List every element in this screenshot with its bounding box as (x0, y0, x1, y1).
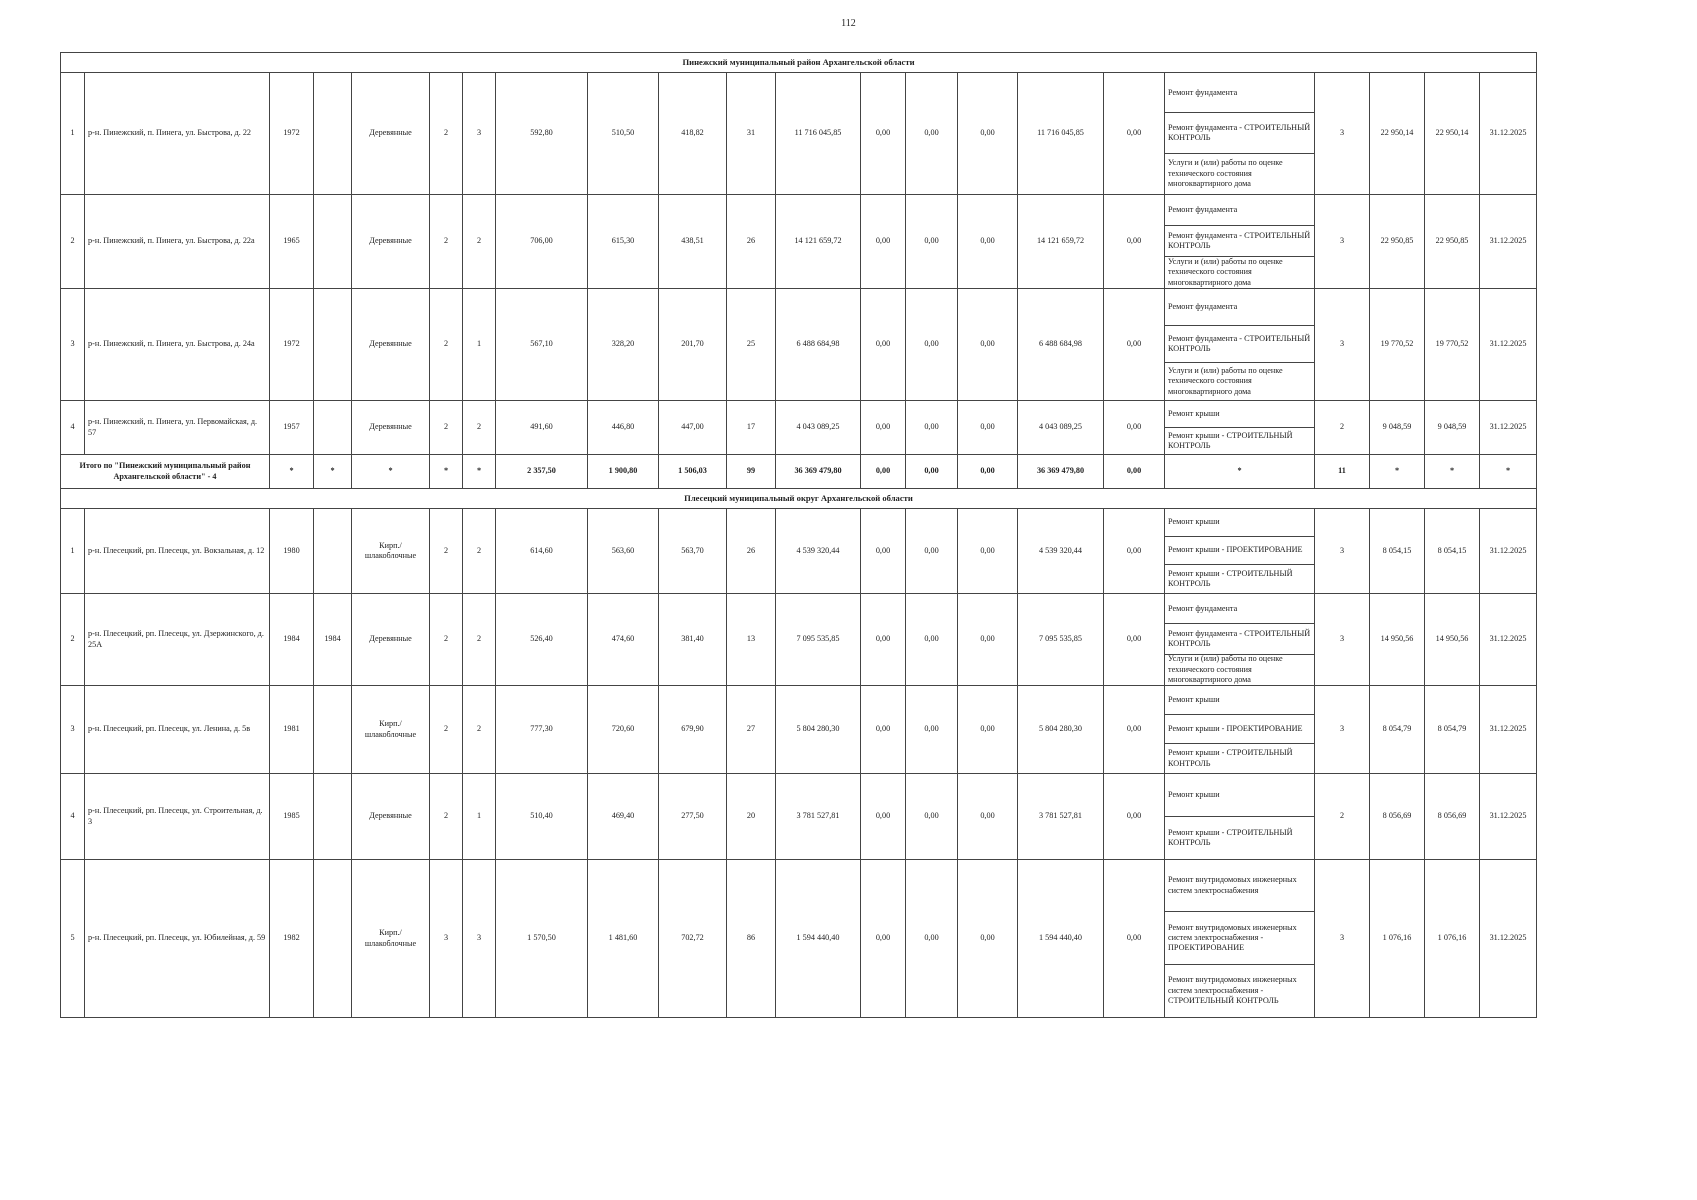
year-built-cell: 1972 (270, 289, 314, 401)
total-area-cell: 592,80 (496, 73, 588, 195)
residents-cell: 26 (727, 195, 776, 289)
unit-cost-cell: 19 770,52 (1370, 289, 1425, 401)
wall-material-cell: Деревянные (352, 401, 430, 455)
owners-funds-cell: 4 539 320,44 (1018, 509, 1104, 594)
deadline-cell: 31.12.2025 (1480, 289, 1537, 401)
work-item: Ремонт крыши - СТРОИТЕЛЬНЫЙ КОНТРОЛЬ (1168, 430, 1293, 450)
work-item: Ремонт крыши - ПРОЕКТИРОВАНИЕ (1165, 715, 1314, 744)
work-item: Услуги и (или) работы по оценке технического состояния многоквартирного дома (1168, 654, 1283, 684)
total-area-cell: 706,00 (496, 195, 588, 289)
year-repair-cell (314, 73, 352, 195)
works-list-cell (1165, 509, 1315, 594)
other-funds-cell: 0,00 (1104, 774, 1165, 860)
regional-funds-cell: 0,00 (906, 73, 958, 195)
residential-area-cell: 447,00 (659, 401, 727, 455)
table-row (61, 774, 1537, 860)
work-item: Ремонт фундамента - СТРОИТЕЛЬНЫЙ КОНТРОЛЬ (1165, 226, 1314, 257)
work-item: Ремонт фундамента (1165, 195, 1314, 226)
work-count-cell: 2 (1315, 401, 1370, 455)
total-star: * (430, 455, 463, 489)
other-funds-cell: 0,00 (1104, 509, 1165, 594)
max-cost-cell: 1 076,16 (1425, 860, 1480, 1018)
unit-cost-cell: 14 950,56 (1370, 594, 1425, 686)
total-star: * (314, 455, 352, 489)
residential-area-cell: 277,50 (659, 774, 727, 860)
work-item: Ремонт фундамента (1165, 289, 1314, 326)
municipal-funds-cell: 0,00 (958, 195, 1018, 289)
year-built-cell: 1972 (270, 73, 314, 195)
table-row (61, 509, 1537, 594)
total-area-cell: 1 570,50 (496, 860, 588, 1018)
federal-funds-cell: 0,00 (861, 401, 906, 455)
year-built-cell: 1980 (270, 509, 314, 594)
work-item: Ремонт крыши - СТРОИТЕЛЬНЫЙ КОНТРОЛЬ (1168, 748, 1293, 768)
table-row (61, 289, 1537, 401)
unit-cost-cell: 1 076,16 (1370, 860, 1425, 1018)
work-item: Услуги и (или) работы по оценке технического состояния многоквартирного дома (1168, 158, 1283, 188)
residents-cell: 25 (727, 289, 776, 401)
work-count-cell: 3 (1315, 594, 1370, 686)
work-count-cell: 3 (1315, 860, 1370, 1018)
regional-funds-cell: 0,00 (906, 195, 958, 289)
section-header-row (61, 53, 1537, 73)
municipal-funds-cell: 0,00 (958, 401, 1018, 455)
work-count-cell: 3 (1315, 195, 1370, 289)
work-count-cell: 3 (1315, 686, 1370, 774)
residential-area-cell: 381,40 (659, 594, 727, 686)
work-item: Ремонт крыши - ПРОЕКТИРОВАНИЕ (1165, 537, 1314, 565)
owners-funds-cell: 4 043 089,25 (1018, 401, 1104, 455)
year-built-cell: 1981 (270, 686, 314, 774)
year-built-cell: 1985 (270, 774, 314, 860)
total-cost-cell: 7 095 535,85 (776, 594, 861, 686)
max-cost-cell: 9 048,59 (1425, 401, 1480, 455)
wall-material-cell: Деревянные (352, 73, 430, 195)
owners-funds-cell: 6 488 684,98 (1018, 289, 1104, 401)
regional-funds-cell: 0,00 (906, 509, 958, 594)
residential-area-cell: 418,82 (659, 73, 727, 195)
row-number: 1 (61, 73, 85, 195)
total-area-cell: 614,60 (496, 509, 588, 594)
floors-cell: 2 (430, 594, 463, 686)
entrances-cell: 2 (463, 401, 496, 455)
total-area-cell: 526,40 (496, 594, 588, 686)
entrances-cell: 2 (463, 686, 496, 774)
floors-cell: 2 (430, 686, 463, 774)
deadline-cell: 31.12.2025 (1480, 860, 1537, 1018)
section-title: Пинежский муниципальный район Архангельской области (61, 53, 1537, 73)
unit-cost-cell: 8 054,15 (1370, 509, 1425, 594)
municipal-funds-cell: 0,00 (958, 860, 1018, 1018)
entrances-cell: 2 (463, 509, 496, 594)
total-star: * (1425, 455, 1480, 489)
wall-material-cell: Кирп./ шлакоблочные (352, 509, 430, 594)
work-item: Ремонт крыши (1165, 774, 1314, 817)
max-cost-cell: 22 950,85 (1425, 195, 1480, 289)
address-cell: р-н. Плесецкий, рп. Плесецк, ул. Ленина, д. 5в (85, 686, 270, 774)
other-funds-cell: 0,00 (1104, 686, 1165, 774)
table-row (61, 860, 1537, 1018)
residential-area-cell: 438,51 (659, 195, 727, 289)
year-repair-cell (314, 195, 352, 289)
works-list-cell (1165, 195, 1315, 289)
total-fund-mun-cell: 0,00 (958, 455, 1018, 489)
living-area-cell: 563,60 (588, 509, 659, 594)
unit-cost-cell: 8 054,79 (1370, 686, 1425, 774)
total-fund-other-cell: 0,00 (1104, 455, 1165, 489)
address-cell: р-н. Плесецкий, рп. Плесецк, ул. Юбилейная, д. 59 (85, 860, 270, 1018)
regional-funds-cell: 0,00 (906, 594, 958, 686)
municipal-funds-cell: 0,00 (958, 774, 1018, 860)
work-item: Ремонт крыши - СТРОИТЕЛЬНЫЙ КОНТРОЛЬ (1168, 568, 1293, 588)
federal-funds-cell: 0,00 (861, 860, 906, 1018)
row-number: 1 (61, 509, 85, 594)
work-item: Ремонт внутридомовых инженерных систем электроснабжения - ПРОЕКТИРОВАНИЕ (1165, 912, 1314, 964)
work-item: Ремонт крыши (1165, 509, 1314, 537)
residents-cell: 20 (727, 774, 776, 860)
total-cost-cell: 4 539 320,44 (776, 509, 861, 594)
total-cost-cell: 11 716 045,85 (776, 73, 861, 195)
entrances-cell: 1 (463, 289, 496, 401)
section-title: Плесецкий муниципальный округ Архангельской области (61, 489, 1537, 509)
total-cost-cell: 4 043 089,25 (776, 401, 861, 455)
address-cell: р-н. Плесецкий, рп. Плесецк, ул. Вокзальная, д. 12 (85, 509, 270, 594)
total-row (61, 455, 1537, 489)
living-area-cell: 474,60 (588, 594, 659, 686)
max-cost-cell: 8 054,15 (1425, 509, 1480, 594)
municipal-funds-cell: 0,00 (958, 289, 1018, 401)
other-funds-cell: 0,00 (1104, 594, 1165, 686)
total-star: * (1370, 455, 1425, 489)
regional-funds-cell: 0,00 (906, 686, 958, 774)
row-number: 3 (61, 289, 85, 401)
total-cost-cell: 1 594 440,40 (776, 860, 861, 1018)
year-repair-cell (314, 686, 352, 774)
row-number: 3 (61, 686, 85, 774)
work-item: Ремонт крыши (1165, 401, 1314, 428)
residents-cell: 86 (727, 860, 776, 1018)
regional-funds-cell: 0,00 (906, 289, 958, 401)
floors-cell: 2 (430, 73, 463, 195)
residential-area-cell: 563,70 (659, 509, 727, 594)
address-cell: р-н. Плесецкий, рп. Плесецк, ул. Строительная, д. 3 (85, 774, 270, 860)
other-funds-cell: 0,00 (1104, 289, 1165, 401)
works-list-cell (1165, 860, 1315, 1018)
other-funds-cell: 0,00 (1104, 195, 1165, 289)
floors-cell: 2 (430, 401, 463, 455)
deadline-cell: 31.12.2025 (1480, 401, 1537, 455)
table-row (61, 195, 1537, 289)
residents-cell: 31 (727, 73, 776, 195)
total-cost-cell: 3 781 527,81 (776, 774, 861, 860)
other-funds-cell: 0,00 (1104, 73, 1165, 195)
living-area-cell: 469,40 (588, 774, 659, 860)
year-repair-cell (314, 509, 352, 594)
deadline-cell: 31.12.2025 (1480, 73, 1537, 195)
owners-funds-cell: 3 781 527,81 (1018, 774, 1104, 860)
entrances-cell: 2 (463, 195, 496, 289)
wall-material-cell: Кирп./ шлакоблочные (352, 860, 430, 1018)
row-number: 4 (61, 401, 85, 455)
deadline-cell: 31.12.2025 (1480, 509, 1537, 594)
living-area-cell: 446,80 (588, 401, 659, 455)
unit-cost-cell: 8 056,69 (1370, 774, 1425, 860)
max-cost-cell: 8 056,69 (1425, 774, 1480, 860)
total-star: * (1165, 455, 1315, 489)
total-cost-cell: 14 121 659,72 (776, 195, 861, 289)
total-star: * (463, 455, 496, 489)
max-cost-cell: 19 770,52 (1425, 289, 1480, 401)
repair-program-table (60, 52, 1537, 1018)
entrances-cell: 1 (463, 774, 496, 860)
total-label: Итого по "Пинежский муниципальный район Архангельской области" - 4 (61, 455, 270, 489)
max-cost-cell: 8 054,79 (1425, 686, 1480, 774)
entrances-cell: 3 (463, 860, 496, 1018)
living-area-cell: 510,50 (588, 73, 659, 195)
row-number: 2 (61, 195, 85, 289)
total-fund-owners-cell: 36 369 479,80 (1018, 455, 1104, 489)
work-item: Услуги и (или) работы по оценке технического состояния многоквартирного дома (1168, 366, 1283, 396)
other-funds-cell: 0,00 (1104, 860, 1165, 1018)
federal-funds-cell: 0,00 (861, 509, 906, 594)
year-repair-cell (314, 401, 352, 455)
living-area-cell: 1 481,60 (588, 860, 659, 1018)
work-item: Ремонт фундамента (1165, 594, 1314, 624)
total-area-cell: 491,60 (496, 401, 588, 455)
work-item: Услуги и (или) работы по оценке технического состояния многоквартирного дома (1168, 257, 1283, 287)
row-number: 2 (61, 594, 85, 686)
floors-cell: 3 (430, 860, 463, 1018)
section-header-row (61, 489, 1537, 509)
work-item: Ремонт внутридомовых инженерных систем электроснабжения - СТРОИТЕЛЬНЫЙ КОНТРОЛЬ (1168, 975, 1297, 1005)
work-count-cell: 3 (1315, 509, 1370, 594)
works-list-cell (1165, 594, 1315, 686)
total-area-total-cell: 2 357,50 (496, 455, 588, 489)
federal-funds-cell: 0,00 (861, 73, 906, 195)
works-list-cell (1165, 686, 1315, 774)
works-list-cell (1165, 401, 1315, 455)
year-repair-cell (314, 860, 352, 1018)
wall-material-cell: Деревянные (352, 195, 430, 289)
total-residents-cell: 99 (727, 455, 776, 489)
work-count-cell: 3 (1315, 289, 1370, 401)
work-count-cell: 3 (1315, 73, 1370, 195)
unit-cost-cell: 22 950,14 (1370, 73, 1425, 195)
living-area-cell: 328,20 (588, 289, 659, 401)
address-cell: р-н. Плесецкий, рп. Плесецк, ул. Дзержинского, д. 25А (85, 594, 270, 686)
total-cost-total-cell: 36 369 479,80 (776, 455, 861, 489)
floors-cell: 2 (430, 195, 463, 289)
entrances-cell: 2 (463, 594, 496, 686)
residential-area-cell: 201,70 (659, 289, 727, 401)
floors-cell: 2 (430, 774, 463, 860)
year-repair-cell: 1984 (314, 594, 352, 686)
row-number: 4 (61, 774, 85, 860)
federal-funds-cell: 0,00 (861, 594, 906, 686)
residents-cell: 27 (727, 686, 776, 774)
municipal-funds-cell: 0,00 (958, 594, 1018, 686)
total-work-count-cell: 11 (1315, 455, 1370, 489)
year-repair-cell (314, 774, 352, 860)
total-star: * (270, 455, 314, 489)
floors-cell: 2 (430, 509, 463, 594)
regional-funds-cell: 0,00 (906, 774, 958, 860)
other-funds-cell: 0,00 (1104, 401, 1165, 455)
owners-funds-cell: 5 804 280,30 (1018, 686, 1104, 774)
work-item: Ремонт фундамента - СТРОИТЕЛЬНЫЙ КОНТРОЛЬ (1165, 113, 1314, 153)
owners-funds-cell: 1 594 440,40 (1018, 860, 1104, 1018)
table-row (61, 73, 1537, 195)
works-list-cell (1165, 73, 1315, 195)
wall-material-cell: Деревянные (352, 774, 430, 860)
wall-material-cell: Деревянные (352, 594, 430, 686)
work-item: Ремонт фундамента (1165, 73, 1314, 113)
owners-funds-cell: 14 121 659,72 (1018, 195, 1104, 289)
deadline-cell: 31.12.2025 (1480, 774, 1537, 860)
total-star: * (352, 455, 430, 489)
year-repair-cell (314, 289, 352, 401)
floors-cell: 2 (430, 289, 463, 401)
total-area-cell: 777,30 (496, 686, 588, 774)
work-item: Ремонт внутридомовых инженерных систем электроснабжения (1165, 860, 1314, 912)
unit-cost-cell: 22 950,85 (1370, 195, 1425, 289)
municipal-funds-cell: 0,00 (958, 73, 1018, 195)
municipal-funds-cell: 0,00 (958, 686, 1018, 774)
total-area-living-cell: 1 900,80 (588, 455, 659, 489)
regional-funds-cell: 0,00 (906, 860, 958, 1018)
max-cost-cell: 22 950,14 (1425, 73, 1480, 195)
federal-funds-cell: 0,00 (861, 774, 906, 860)
regional-funds-cell: 0,00 (906, 401, 958, 455)
address-cell: р-н. Пинежский, п. Пинега, ул. Первомайская, д. 57 (85, 401, 270, 455)
year-built-cell: 1982 (270, 860, 314, 1018)
federal-funds-cell: 0,00 (861, 289, 906, 401)
municipal-funds-cell: 0,00 (958, 509, 1018, 594)
deadline-cell: 31.12.2025 (1480, 686, 1537, 774)
row-number: 5 (61, 860, 85, 1018)
total-fund-fed-cell: 0,00 (861, 455, 906, 489)
address-cell: р-н. Пинежский, п. Пинега, ул. Быстрова, д. 22 (85, 73, 270, 195)
total-cost-cell: 5 804 280,30 (776, 686, 861, 774)
address-cell: р-н. Пинежский, п. Пинега, ул. Быстрова, д. 24а (85, 289, 270, 401)
owners-funds-cell: 7 095 535,85 (1018, 594, 1104, 686)
works-list-cell (1165, 774, 1315, 860)
table-row (61, 594, 1537, 686)
federal-funds-cell: 0,00 (861, 195, 906, 289)
year-built-cell: 1984 (270, 594, 314, 686)
table-row (61, 401, 1537, 455)
residential-area-cell: 702,72 (659, 860, 727, 1018)
year-built-cell: 1965 (270, 195, 314, 289)
max-cost-cell: 14 950,56 (1425, 594, 1480, 686)
entrances-cell: 3 (463, 73, 496, 195)
total-star: * (1480, 455, 1537, 489)
total-area-cell: 567,10 (496, 289, 588, 401)
living-area-cell: 720,60 (588, 686, 659, 774)
deadline-cell: 31.12.2025 (1480, 195, 1537, 289)
year-built-cell: 1957 (270, 401, 314, 455)
total-area-cell: 510,40 (496, 774, 588, 860)
residents-cell: 17 (727, 401, 776, 455)
total-area-res-cell: 1 506,03 (659, 455, 727, 489)
work-count-cell: 2 (1315, 774, 1370, 860)
works-list-cell (1165, 289, 1315, 401)
residential-area-cell: 679,90 (659, 686, 727, 774)
work-item: Ремонт фундамента - СТРОИТЕЛЬНЫЙ КОНТРОЛЬ (1165, 326, 1314, 363)
unit-cost-cell: 9 048,59 (1370, 401, 1425, 455)
address-cell: р-н. Пинежский, п. Пинега, ул. Быстрова, д. 22а (85, 195, 270, 289)
residents-cell: 13 (727, 594, 776, 686)
table-row (61, 686, 1537, 774)
federal-funds-cell: 0,00 (861, 686, 906, 774)
total-fund-reg-cell: 0,00 (906, 455, 958, 489)
total-cost-cell: 6 488 684,98 (776, 289, 861, 401)
wall-material-cell: Деревянные (352, 289, 430, 401)
wall-material-cell: Кирп./ шлакоблочные (352, 686, 430, 774)
page-number: 112 (841, 18, 856, 29)
owners-funds-cell: 11 716 045,85 (1018, 73, 1104, 195)
work-item: Ремонт фундамента - СТРОИТЕЛЬНЫЙ КОНТРОЛЬ (1165, 624, 1314, 654)
residents-cell: 26 (727, 509, 776, 594)
deadline-cell: 31.12.2025 (1480, 594, 1537, 686)
work-item: Ремонт крыши - СТРОИТЕЛЬНЫЙ КОНТРОЛЬ (1168, 827, 1293, 847)
work-item: Ремонт крыши (1165, 686, 1314, 715)
living-area-cell: 615,30 (588, 195, 659, 289)
